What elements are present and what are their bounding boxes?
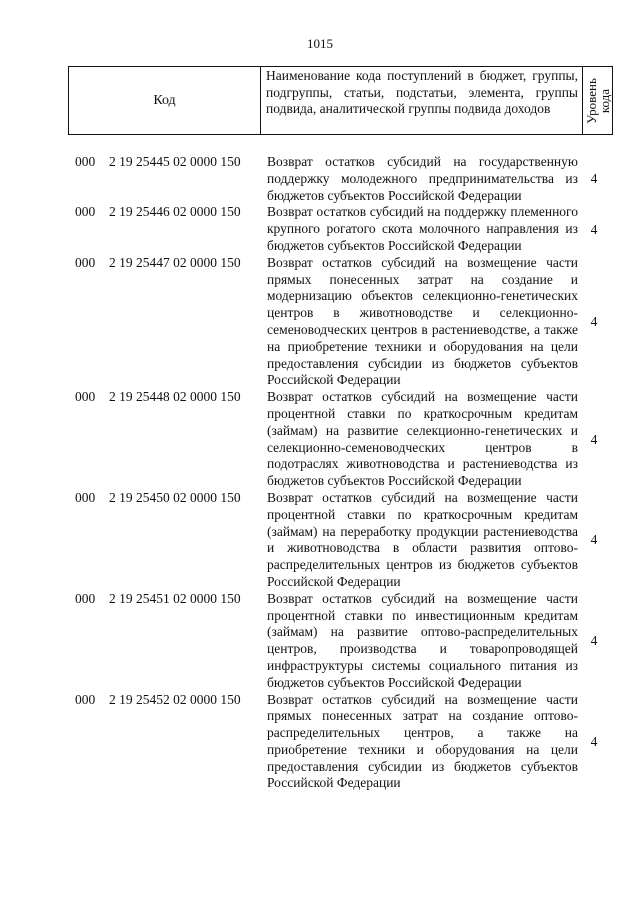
row-income-code: 2 19 25452 02 0000 150: [109, 691, 241, 707]
row-income-code: 2 19 25451 02 0000 150: [109, 590, 241, 606]
page-number: 1015: [307, 36, 333, 51]
row-admin-code: 000: [75, 254, 96, 270]
table-row: [75, 591, 610, 692]
row-income-code: 2 19 25450 02 0000 150: [109, 489, 241, 505]
table-row: [75, 692, 610, 793]
header-level: [583, 67, 612, 134]
row-name: Возврат остатков субсидий на возмещение части прямых понесенных затрат на создание и модернизацию объектов селекционно-генетических центров в животноводстве и селекционно-семеноводческих центров в растениеводстве, а также на приобретение техники и оборудования на цели предоставления субсидии из бюджетов субъектов Российской Федерации: [267, 254, 578, 388]
header-level-label: Уровень кода: [583, 77, 612, 124]
row-admin-code: 000: [75, 389, 96, 405]
table-header: [68, 66, 613, 135]
row-admin-code: 000: [75, 489, 96, 505]
code-table-body: [75, 154, 610, 792]
row-admin-code: 000: [75, 154, 96, 169]
row-level: 4: [590, 532, 598, 548]
row-name: Возврат остатков субсидий на возмещение части процентной ставки по краткосрочным кредитам (займам) на развитие селекционно-генетических и селекционно-семеноводческих центров в подотраслях животноводства и растениеводства из бюджетов субъектов Российской Федерации: [267, 389, 578, 489]
row-level: 4: [590, 313, 598, 329]
header-name: Наименование кода поступлений в бюджет, группы, подгруппы, статьи, подстатьи, элемента, группы подвида, аналитической группы подвида доходов: [261, 67, 583, 134]
row-level: 4: [590, 633, 598, 649]
header-code: Код: [69, 67, 261, 134]
table-row: [75, 490, 610, 591]
table-row: [75, 204, 610, 254]
row-admin-code: 000: [75, 204, 96, 220]
row-name: Возврат остатков субсидий на государственную поддержку молодежного предпринимательства из бюджетов субъектов Российской Федерации: [267, 154, 578, 203]
row-admin-code: 000: [75, 691, 96, 707]
table-row: [75, 255, 610, 389]
row-income-code: 2 19 25447 02 0000 150: [109, 254, 241, 270]
table-row: [75, 154, 610, 204]
row-level: 4: [590, 221, 598, 237]
row-name: Возврат остатков субсидий на возмещение части процентной ставки по краткосрочным кредитам (займам) на переработку продукции растениеводства и животноводства в области развития оптово-распределительных центров из бюджетов субъектов Российской Федерации: [267, 489, 578, 589]
table-row: [75, 389, 610, 490]
row-level: 4: [590, 171, 598, 187]
row-income-code: 2 19 25445 02 0000 150: [109, 154, 241, 169]
row-name: Возврат остатков субсидий на возмещение части прямых понесенных затрат на создание оптово-распределительных центров, а также на приобретение техники и оборудования на цели предоставления субсидии из бюджетов субъектов Российской Федерации: [267, 691, 578, 791]
row-admin-code: 000: [75, 590, 96, 606]
row-name: Возврат остатков субсидий на возмещение части процентной ставки по инвестиционным кредитам (займам) на развитие оптово-распределительных центров, производства и товаропроводящей инфраструктуры системы социального питания из бюджетов субъектов Российской Федерации: [267, 590, 578, 690]
row-level: 4: [590, 431, 598, 447]
row-income-code: 2 19 25448 02 0000 150: [109, 389, 241, 405]
row-name: Возврат остатков субсидий на поддержку племенного крупного рогатого скота молочного направления из бюджетов субъектов Российской Федерации: [267, 204, 578, 253]
row-level: 4: [590, 733, 598, 749]
row-income-code: 2 19 25446 02 0000 150: [109, 204, 241, 220]
